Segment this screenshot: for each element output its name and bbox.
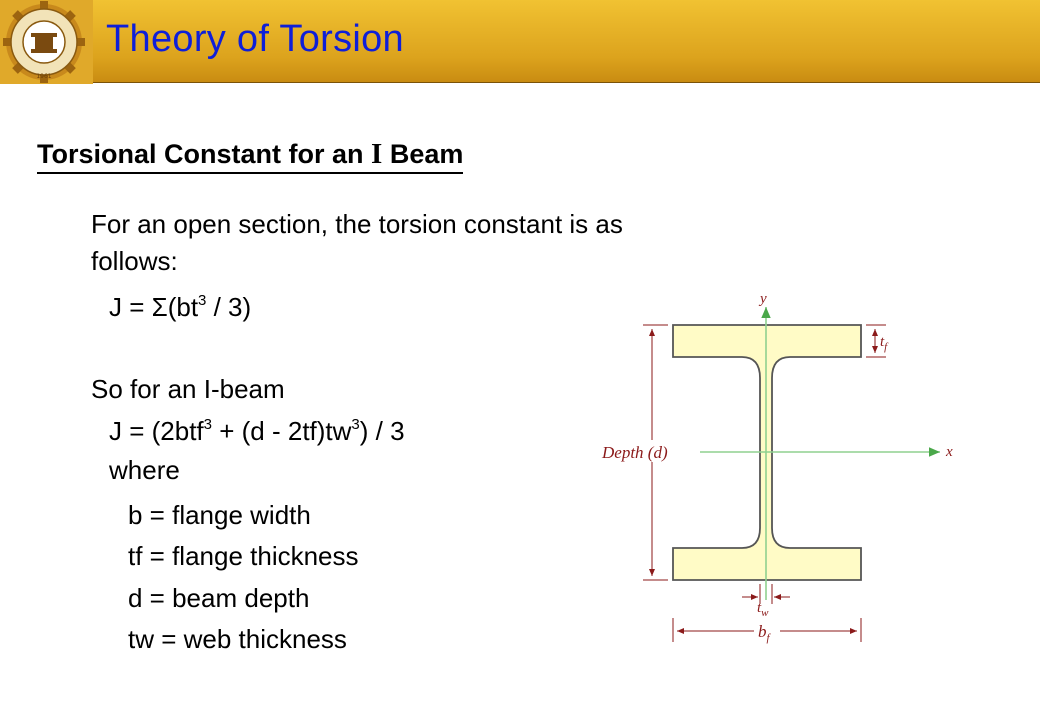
depth-label: Depth (d)	[602, 443, 668, 462]
university-logo	[0, 0, 93, 84]
definition-tf: tf = flange thickness	[128, 541, 359, 571]
intro-line-1: For an open section, the torsion constant is as	[91, 209, 623, 239]
tw-label: $t_w$	[757, 600, 769, 619]
intro-line-2: follows:	[91, 246, 178, 276]
ibeam-intro: So for an I-beam	[91, 374, 285, 404]
formula-general: $J = \Sigma(bt^3 / 3)$	[109, 292, 252, 322]
x-axis-label: x	[946, 444, 953, 460]
formula-ibeam: $J = (2btf^3 + (d - 2tf)tw^3) / 3$	[109, 416, 405, 446]
tf-label: $t_f$	[880, 334, 888, 353]
definition-d: d = beam depth	[128, 583, 310, 613]
y-axis-label: y	[760, 291, 767, 307]
ibeam-diagram	[590, 285, 970, 650]
definition-tw: tw = web thickness	[128, 624, 347, 654]
where-label: where	[109, 455, 180, 485]
page-title: Theory of Torsion	[106, 18, 404, 60]
section-heading: Torsional Constant for an I Beam	[37, 138, 463, 174]
definition-b: b = flange width	[128, 500, 311, 530]
bf-label: $b_f$	[758, 622, 770, 644]
svg-text:1961: 1961	[36, 73, 52, 80]
